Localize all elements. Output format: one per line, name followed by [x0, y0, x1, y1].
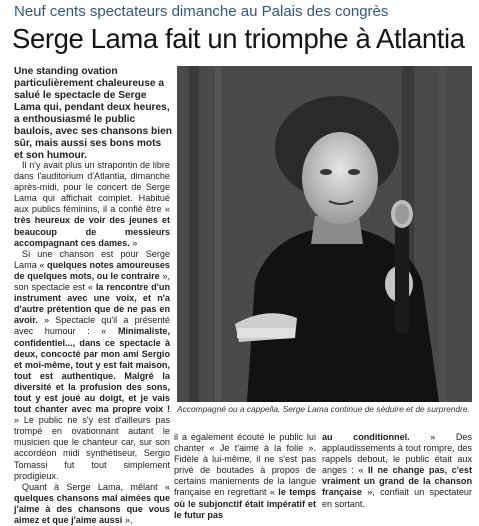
- paragraph-2: Si une chanson est pour Serge Lama « quelques notes amoureuses de quelques mots, ou le contraire », son spectacle est « la rencontre d'un instrument avec une voix, et n'a d'autre prétention que de ne pas en avoir. » Spectacle qu'il a présenté avec humour : « Minimaliste, confidentiel..., dans ce spectacle à deux, concocté par mon ami Sergio et moi-même, tout y est fait maison, tout est authentique. Malgré la diversité et la profusion des sons, tout y est joué au doigt, et je vais tout chanter avec ma propre voix ! » Le public ne s'y est d'ailleurs pas trompé en ovationnant autant le musicien que le chanteur car, sur son accordéon midi synthétiseur, Sergio Tomassi fut tout simplement prodigieux.: [14, 248, 170, 481]
- article-kicker: Neuf cents spectateurs dimanche au Palais des congrès: [14, 3, 389, 20]
- paragraph-1: Il n'y avait plus un strapontin de libre dans l'auditorium d'Atlantia, dimanche après-midi, pour le concert de Serge Lama qui affichait complet. Habitué aux publics féminins, il a confié être « très heureux de voir des jeunes et beaucoup de messieurs accompagnant ces dames. »: [14, 160, 170, 248]
- article-column-1: [14, 160, 170, 526]
- paragraph-4: il a également écouté le public lui chanter « Je t'aime à la folie ». Fidèle à lui-même, il ne s'est pas privé de boutades à propos de certains maniements de la langue française en regrettant « le temps où le subjonctif était impératif et le futur pas: [174, 432, 316, 520]
- paragraph-3: Quant à Serge Lama, mêlant « quelques chansons mal aimées que j'aime à des chansons que vous aimez et que j'aime aussi »,: [14, 481, 170, 525]
- photo-caption: Accompagné ou a cappella, Serge Lama continue de séduire et de surprendre.: [177, 404, 470, 414]
- singer-with-microphone-photo: [177, 66, 472, 402]
- article-column-3: [322, 432, 472, 510]
- article-lead: Une standing ovation particulièrement chaleureuse a salué le spectacle de Serge Lama qui, pendant deux heures, a enthousiasmé le public baulois, avec ses chansons bien sûr, mais aussi ses bons mots et son humour.: [14, 66, 172, 161]
- paragraph-5: au conditionnel. » Des applaudissements à tout rompre, des rappels debout, le public était aux anges : « Il ne change pas, c'est vraiment un grand de la chanson française », confiait un spectateur en sortant.: [322, 432, 473, 509]
- article-column-2: [174, 432, 316, 521]
- article-headline: Serge Lama fait un triomphe à Atlantia: [12, 23, 465, 54]
- article-photo: [177, 66, 472, 402]
